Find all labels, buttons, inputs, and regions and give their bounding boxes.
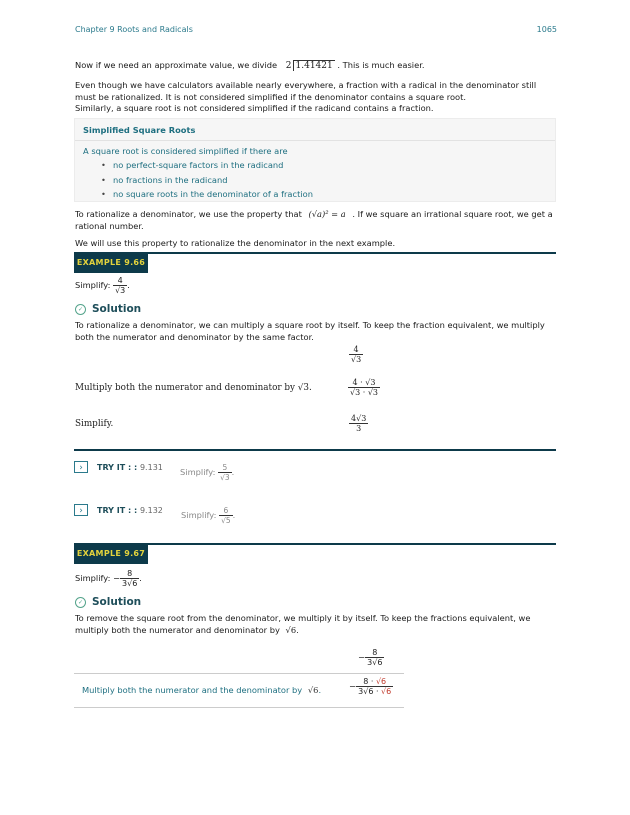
try-it-text: TRY IT : : xyxy=(97,463,138,472)
box-intro: A square root is considered simplified if there are xyxy=(83,146,288,156)
fraction-numerator: 4 xyxy=(117,276,123,285)
fraction-denominator: √3 xyxy=(351,355,362,364)
step1-description: Multiply both the numerator and denominator by √3. xyxy=(75,383,312,393)
try-it-number: 9.131 xyxy=(139,463,163,472)
fraction-denominator: √3 xyxy=(220,473,230,482)
step0-fraction xyxy=(349,345,363,364)
step1-description xyxy=(82,685,321,695)
solution-label: Solution xyxy=(92,303,142,315)
step1-factor: √6 xyxy=(307,685,319,695)
step1-text: Multiply both the numerator and the denominator by xyxy=(82,685,303,695)
fraction-numerator xyxy=(356,677,393,686)
division-dividend: 1.41421 xyxy=(293,60,335,71)
division-divisor: 2 xyxy=(285,61,292,71)
box-divider xyxy=(75,140,555,141)
simplify-label: Simplify: xyxy=(75,573,111,583)
box-title: Simplified Square Roots xyxy=(83,125,196,135)
fraction-numerator: 8 xyxy=(127,569,133,578)
try-it-label xyxy=(97,463,163,472)
fraction-numerator: 5 xyxy=(222,463,228,472)
negative-sign: − xyxy=(349,682,357,692)
denominator-base: 3√6 · xyxy=(358,687,382,696)
row-separator xyxy=(74,673,404,674)
rationalize-paragraph-2: We will use this property to rationalize the denominator in the next example. xyxy=(75,238,396,248)
fraction-denominator: √3 · √3 xyxy=(350,388,379,397)
step2-fraction xyxy=(349,414,368,433)
intro-p1-text: Now if we need an approximate value, we divide xyxy=(75,60,278,70)
box-list xyxy=(101,158,313,202)
simplify-label: Simplify: xyxy=(180,467,216,477)
fraction-numerator: 4 xyxy=(353,345,359,354)
try-it-question: Simplify: $\frac{5}{√3}$ . xyxy=(180,463,235,482)
try-fraction xyxy=(219,506,233,525)
example-label: EXAMPLE 9.67 xyxy=(74,544,148,564)
row-separator xyxy=(74,707,404,708)
fraction-numerator: 8 xyxy=(372,648,378,657)
solution-heading xyxy=(75,303,141,315)
example2-problem: Simplify: − $\frac{8}{3√6}$ . xyxy=(75,569,142,588)
rationalize-paragraph xyxy=(75,208,557,232)
box-list-item: • no square roots in the denominator of a fraction xyxy=(101,187,313,202)
step1-fraction xyxy=(348,378,380,397)
step2-description: Simplify. xyxy=(75,419,114,429)
numerator-factor: √6 xyxy=(375,677,387,686)
negative-sign: − xyxy=(113,573,121,583)
try-it-question: Simplify: $\frac{6}{√5}$ . xyxy=(181,506,236,525)
solution-heading xyxy=(75,596,141,608)
solution-label: Solution xyxy=(92,596,142,608)
rationalize-tail: . If we square an irrational square root, we get a rational number. xyxy=(75,209,553,231)
fraction-denominator: √3 xyxy=(115,286,126,295)
try-it-text: TRY IT : : xyxy=(97,506,138,515)
fraction-denominator: √5 xyxy=(221,516,231,525)
fraction-denominator: 3 xyxy=(349,423,368,433)
fraction-denominator: 3√6 xyxy=(122,579,138,588)
solution-text xyxy=(75,612,557,636)
fraction-numerator: 6 xyxy=(223,506,229,515)
try-it-number: 9.132 xyxy=(139,506,163,515)
simplified-square-roots-box xyxy=(74,118,556,202)
try-it-expand-button[interactable]: › xyxy=(74,504,88,516)
fraction-denominator xyxy=(356,686,393,696)
step1-expression xyxy=(349,677,393,696)
problem-fraction xyxy=(113,276,127,295)
step0-fraction xyxy=(365,648,384,667)
property-formula: (√a)² = a xyxy=(308,209,346,219)
example-end-divider xyxy=(74,449,556,451)
simplify-label: Simplify: xyxy=(75,280,111,290)
checkmark-icon: ✓ xyxy=(75,304,86,315)
fraction-denominator: 3√6 xyxy=(367,658,383,667)
rationalize-text: To rationalize a denominator, we use the property that xyxy=(75,209,302,219)
box-list-item: • no fractions in the radicand xyxy=(101,173,313,188)
fraction-numerator: 4 · √3 xyxy=(352,378,376,387)
fraction-numerator: 4√3 xyxy=(351,414,367,423)
intro-paragraph-3: Similarly, a square root is not considered simplified if the radicand contains a fraction. xyxy=(75,103,434,113)
numerator-base: 8 · xyxy=(363,677,376,686)
intro-paragraph-2: Even though we have calculators available nearly everywhere, a fraction with a radical in the denominator still must be rationalized. It is not considered simplified if the denominator contains a square root. xyxy=(75,80,537,102)
intro-p1-tail: . This is much easier. xyxy=(337,60,425,70)
step0-expression xyxy=(358,648,384,667)
step1-fraction xyxy=(356,677,393,696)
box-list-item: • no perfect-square factors in the radicand xyxy=(101,158,313,173)
step2-expression xyxy=(349,414,368,433)
step0-expression xyxy=(349,345,363,364)
example-label: EXAMPLE 9.66 xyxy=(74,253,148,273)
solution-text-body: To remove the square root from the denominator, we multiply it by itself. To keep the fractions equivalent, we multiply both the numerator and denominator by xyxy=(75,613,531,635)
example1-problem: Simplify: $\frac{4}{√3}$ . xyxy=(75,276,130,295)
try-fraction xyxy=(218,463,232,482)
long-division xyxy=(286,61,335,71)
try-it-expand-button[interactable]: › xyxy=(74,461,88,473)
step1-period: . xyxy=(318,685,322,695)
try-it-label xyxy=(97,506,163,515)
problem-fraction xyxy=(120,569,139,588)
denominator-factor: √6 xyxy=(381,687,392,696)
page-number: 1065 xyxy=(536,25,557,34)
chapter-header: Chapter 9 Roots and Radicals xyxy=(75,25,193,34)
intro-paragraph-1 xyxy=(75,59,557,72)
solution-text-end: . xyxy=(296,625,299,635)
step1-expression xyxy=(348,378,380,397)
solution-text: To rationalize a denominator, we can multiply a square root by itself. To keep the fraction equivalent, we multiply both the numerator and denominator by the same factor. xyxy=(75,320,545,342)
checkmark-icon: ✓ xyxy=(75,597,86,608)
solution-factor: √6 xyxy=(285,625,297,635)
negative-sign: − xyxy=(358,653,366,663)
simplify-label: Simplify: xyxy=(181,510,217,520)
